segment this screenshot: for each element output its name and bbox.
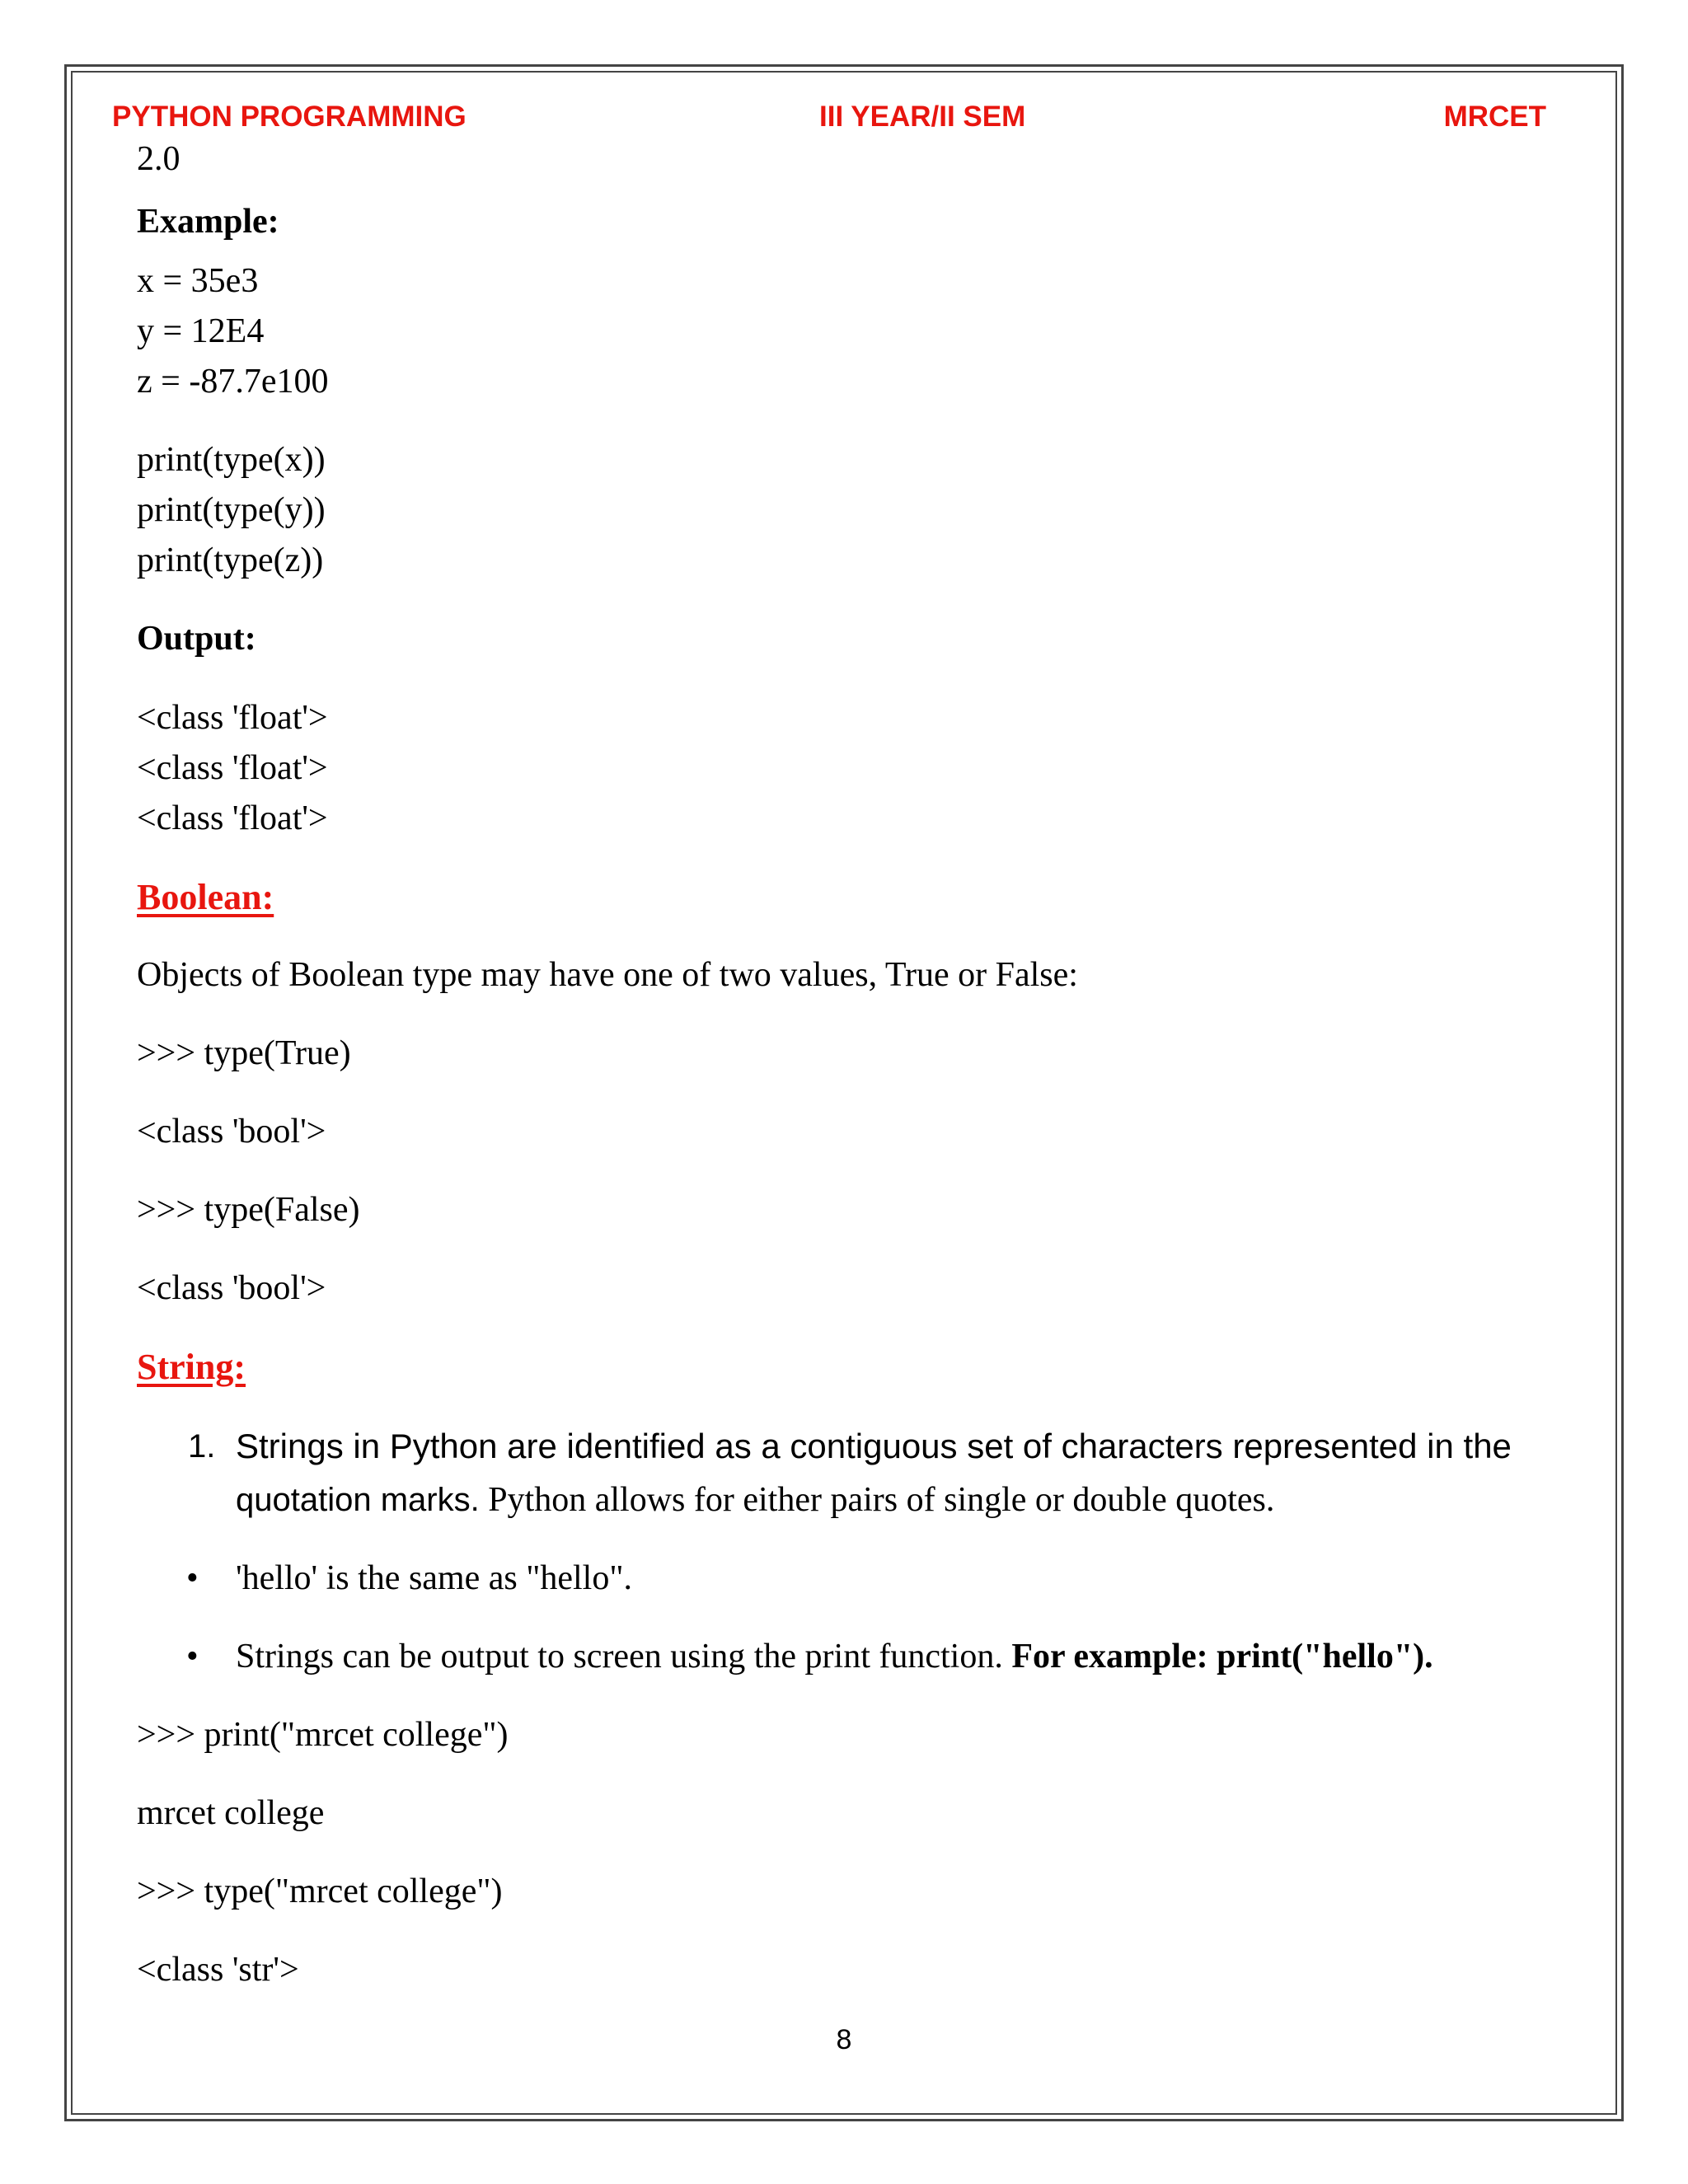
boolean-line: >>> type(True) — [137, 1034, 351, 1072]
code-line: y = 12E4 — [137, 312, 265, 350]
boolean-line: <class 'bool'> — [137, 1269, 326, 1307]
code-line: x = 35e3 — [137, 262, 259, 300]
code-line: z = -87.7e100 — [137, 363, 329, 401]
page-number: 8 — [836, 2024, 852, 2055]
boolean-line: <class 'bool'> — [137, 1113, 326, 1151]
header-course-title: PYTHON PROGRAMMING — [112, 101, 467, 133]
bullet-icon: • — [186, 1638, 199, 1675]
page-header — [112, 101, 1546, 142]
bullet-item-bold: For example: print("hello"). — [1011, 1638, 1433, 1675]
header-institution: MRCET — [1443, 101, 1546, 133]
bullet-item — [236, 1636, 1433, 1677]
list-item-text: Python allows for either pairs of single or double quotes. — [479, 1481, 1275, 1519]
code-line: print(type(x)) — [137, 441, 326, 479]
list-number: 1. — [188, 1428, 216, 1465]
float-value: 2.0 — [137, 140, 181, 178]
output-line: <class 'float'> — [137, 699, 328, 737]
output-line: <class 'float'> — [137, 749, 328, 787]
bullet-icon: • — [186, 1559, 199, 1597]
string-line: >>> print("mrcet college") — [137, 1716, 509, 1754]
string-line: mrcet college — [137, 1794, 325, 1832]
bullet-item-text: Strings can be output to screen using the print function. — [236, 1638, 1012, 1675]
output-line: <class 'float'> — [137, 799, 328, 837]
list-item-line: Strings in Python are identified as a contiguous set of characters represented in the — [236, 1427, 1512, 1465]
example-label: Example: — [137, 203, 279, 241]
boolean-line: >>> type(False) — [137, 1191, 360, 1229]
string-line: <class 'str'> — [137, 1951, 299, 1989]
boolean-heading: Boolean: — [137, 877, 274, 917]
code-line: print(type(y)) — [137, 491, 326, 529]
string-line: >>> type("mrcet college") — [137, 1872, 503, 1910]
list-item-text-sans: quotation marks. — [236, 1482, 480, 1518]
bullet-item: 'hello' is the same as "hello". — [236, 1559, 632, 1597]
boolean-description: Objects of Boolean type may have one of two values, True or False: — [137, 956, 1078, 994]
code-line: print(type(z)) — [137, 541, 324, 579]
output-label: Output: — [137, 620, 256, 658]
list-item-line — [236, 1479, 1274, 1521]
header-year-sem: III YEAR/II SEM — [819, 101, 1026, 133]
string-heading: String: — [137, 1347, 246, 1387]
